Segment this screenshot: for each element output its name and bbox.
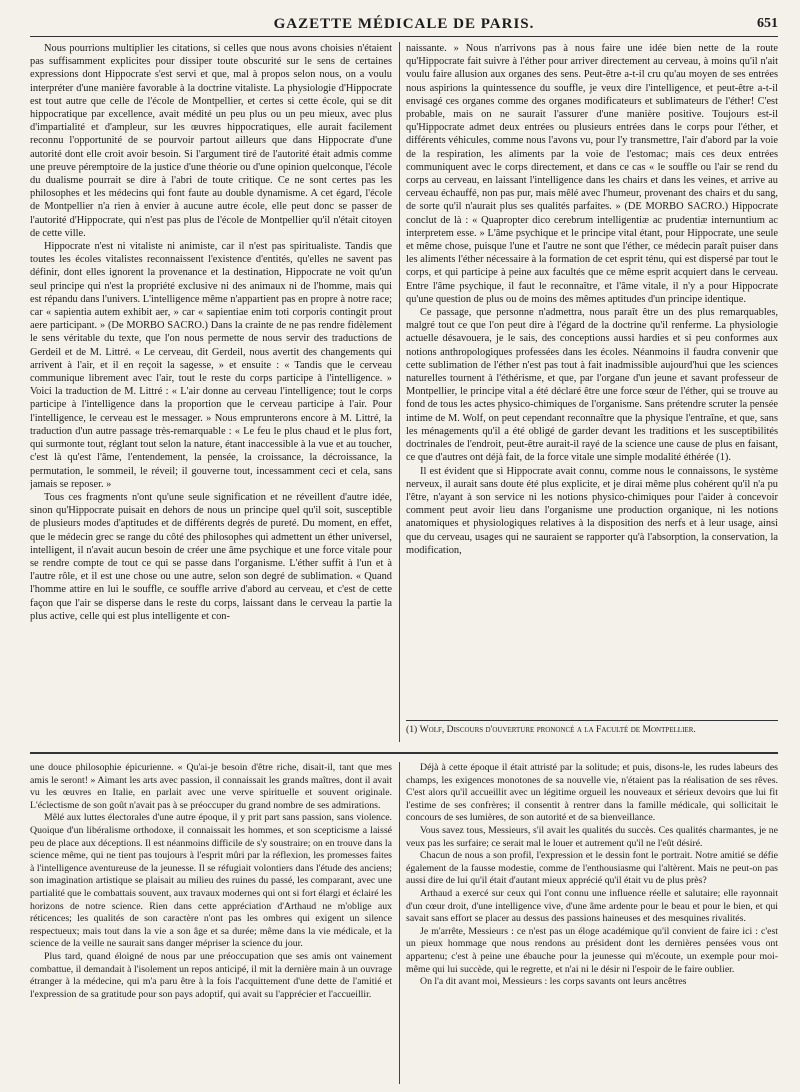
upper-right-column [406,42,778,717]
column-divider-lower [399,762,400,1084]
paragraph: Plus tard, quand éloigné de nous par une préoccupation que ses amis ont vainement combattue, il demandait à l'isolement un repos anticipé, il mit la dernière main à un ouvrage étranger à la médecine, qui m'a paru être à la fois l'acquittement d'une dette de l'amitié et l'expression de sa gratitude pour son pays adoptif, qui avait su l'apprécier et l'accueillir. [30,950,392,1000]
footnote [406,724,778,742]
lower-left-column [30,762,392,1084]
paragraph: Déjà à cette époque il était attristé par la solitude; et puis, disons-le, les rudes labeurs des champs, les exigences monotones de sa nouvelle vie, n'étaient pas la réalisation de ses rêves. C'est alors qu'il accueillit avec un légitime orgueil les nouveaux et sérieux devoirs que lui fit l'estime de ses confrères; il consentit à rentrer dans la famille médicale, qui sollicitait le concours de ses lumières, de son autorité et de sa bienveillance. [406,762,778,824]
column-divider-upper [399,42,400,742]
paragraph: Hippocrate n'est ni vitaliste ni animiste, car il n'est pas spiritualiste. Tandis que toutes les écoles vitalistes reconnaissent l'existence d'entités, qu'elles ne savent pas définir, dont elles ignorent la provenance et la destination, Hippocrate ne voit qu'un seul principe qui n'est la propriété exclusive ni des animaux ni de l'homme, mais qui est répandu dans l'univers. L'intelligence même n'appartient pas en propre à notre race; car « sapientia autem exhibit aer, » car « sapientiae enim toti corporis contingit prout aere participant. » (De MORBO SACRO.) Dans la crainte de ne pas rendre fidèlement le sens véritable du texte, que l'on nous permette de nous servir des traductions de Gerdeil et de M. Littré. « Le cerveau, dit Gerdeil, nous avertit des changements qui arrivent à l'air, et il en reçoit la sagesse, » et ensuite : « Tandis que le cerveau communique librement avec l'air, tout le reste du corps participe à l'intelligence. » Voici la traduction de M. Littré : « L'air donne au cerveau l'intelligence; tout le corps participe à l'intelligence dans la proportion que le cerveau participe à l'air. Pour l'intelligence, le cerveau est le messager. » Nous emprunterons encore à M. Littré, la traduction d'un autre passage très-remarquable : « Le feu le plus chaud et le plus fort, qui surmonte tout, réglant tout selon la nature, étant inaccessible à la vue et au toucher, c'est là qu'est l'âme, l'entendement, la pensée, la croissance, la décroissance, la permutation, le sommeil, le réveil; il gouverne tout, incessamment ceci et cela, sans jamais se reposer. » [30,241,392,490]
footnote-text: Wolf, Discours d'ouverture prononcé a la Faculté de Montpellier. [419,724,696,735]
footnote-marker: (1) [406,724,418,735]
page-header [30,14,778,37]
paragraph: Vous savez tous, Messieurs, s'il avait les qualités du succès. Ces qualités charmantes, je ne veux pas les surfaire; ce serait mal le louer et autrement qu'il ne l'eût désiré. [406,824,778,849]
journal-title: GAZETTE MÉDICALE DE PARIS. [273,16,535,32]
paragraph: Chacun de nous a son profil, l'expression et le dessin font le portrait. Notre amitié se défie également de la fausse modestie, comme de l'enthousiasme qui l'altèrent. Mais ne peut-on pas aussi dire de lui qu'il était d'autant mieux apprécié qu'il était vu de plus près? [406,850,778,887]
page-number: 651 [757,16,778,31]
paragraph: Arthaud a exercé sur ceux qui l'ont connu une influence réelle et salutaire; elle rayonnait d'un cœur droit, d'une intelligence vive, d'une âme ardente pour le beau et pour le bien, et qui savait sans effort se placer au dessus des passions haineuses et des mesquines rivalités. [406,887,778,925]
paragraph: Nous pourrions multiplier les citations, si celles que nous avons choisies n'étaient pas suffisamment explicites pour dissiper toute obscurité sur le sens de certaines expressions dont Hippocrate s'est servi et que, mal à propos selon nous, on a voulu interpréter d'une manière favorable à la doctrine vitaliste. La physiologie d'Hippocrate est tout autre que celle de l'école de Montpellier, et certes si cette école, qui se dit hippocratique par excellence, avait médité un peu plus ou un peu mieux, avec plus d'impartialité et d'ampleur, sur les œuvres hippocratiques, elle aurait facilement reconnu l'opportunité de se pourvoir partout ailleurs que dans Hippocrate d'une autorité dont elle croit avoir besoin. Si l'argument tiré de l'autorité était admis comme une preuve péremptoire de la justice d'une théorie ou d'une opinion quelconque, l'école du dualisme pourrait se dire à l'abri de toute critique. Ce ne sont certes pas les philosophes et les médecins qui font faute au double dynamisme. A cet égard, l'école de Montpellier n'a rien à envier à aucune autre école, elle peut donc se passer de l'autorité d'Hippocrate, qui n'est pas plus de l'école de Montpellier qu'il n'était citoyen de cette ville. [30,43,392,239]
paragraph: naissante. » Nous n'arrivons pas à nous faire une idée bien nette de la route qu'Hippocrate fait suivre à l'éther pour arriver directement au cerveau, à moins qu'il n'ait voulu faire allusion aux organes des sens. Peut-être a-t-il cru qu'au moyen de ses entrées nous aspirions la quintessence du souffle, je veux dire l'intelligence, et peut-être a-t-il envisagé ces organes comme des organes modificateurs et sublimateurs de l'éther! C'est probable, mais on ne saurait l'assurer d'une manière positive. Toujours est-il qu'Hippocrate admet deux entrées ou plusieurs entrées dans le corps pour l'éther, et différents véhicules, comme nous l'avons vu, pour l'y transmettre, l'air d'abord par la voie de la respiration, les aliments par la voie de l'estomac; mais ces deux entrées communiquent avec le corps directement, et dans ce cas « le souffle ou l'air se rend du corps au cerveau, en laissant l'intelligence dans les chairs et dans les veines, et arrive au cerveau échauffé, non pas pur, mais mêlé avec l'humeur, provenant des chairs et du sang, de sorte qu'il n'aurait plus ses qualités parfaites. » (DE MORBO SACRO.) Hippocrate conclut de là : « Quapropter dico cerebrum intelligentiæ ac prudentiæ internuntium ac interpretem esse. » L'âme psychique et le principe vital étant, pour Hippocrate, une seule et même chose, puisque l'une et l'autre ne sont que l'éther, ce médecin paraît puiser dans les aliments l'éther nécessaire à la formation de cet esprit ténu, qui est dispersé par tout le corps, et qui participe à peine aux facultés que ce même esprit acquiert dans le cerveau. Entre l'âme psychique, il faut le reconnaître, et l'âme vitale, il n'y a pour Hippocrate qu'une question de plus ou de moins des mêmes aptitudes d'un principe identique. [406,43,778,305]
paragraph: Il est évident que si Hippocrate avait connu, comme nous le connaissons, le système nerveux, il aurait sans doute été plus explicite, et je dirai même plus cohérent qu'il n'a pu l'être, n'ayant à son service ni les notions physico-chimiques pour l'aider à concevoir comment peut avoir lieu dans l'organisme une production organique, ni les notions anatomiques et physiologiques relatives à la disposition des nerfs et à leur usage, ainsi que du cerveau, usages qui ne sauraient se rapporter qu'à l'absorption, la conservation, la modification, [406,465,778,556]
paragraph: On l'a dit avant moi, Messieurs : les corps savants ont leurs ancêtres [420,976,687,988]
paragraph: une douce philosophie épicurienne. « Qu'ai-je besoin d'être riche, disait-il, tant que mes amis le seront! » Aimant les arts avec passion, il connaissait les grands maîtres, dont il avait vu les œuvres en Italie, en parlait avec une verve spirituelle et souvent originale. L'éclectisme de son goût n'avait pas à se préoccuper du grand nombre de ses admirations. [30,762,392,811]
paragraph: Tous ces fragments n'ont qu'une seule signification et ne réveillent d'autre idée, sinon qu'Hippocrate puisait en dehors de nous un principe quel qu'il soit, susceptible de plusieurs modes d'aptitudes et de différents degrés de pureté. Du moment, en effet, que le médecin grec se range du côté des philosophes qui admettent un éther universel, intelligent, il n'avait aucun besoin de créer une âme psychique et une force vitale pour se rendre compte de tout ce qui se passe dans l'organisme. L'éther suffit à l'un et à l'autre rôle, et il est une chose ou une autre, selon son degré de sublimation. « Quand l'homme attire en lui le souffle, ce souffle arrive d'abord au cerveau, et c'est de cette façon que l'air se disperse dans le reste du corps, laissant dans le cerveau la partie la plus active, celle qui est plus intelligente et con- [30,491,392,622]
footnote-rule [406,720,778,721]
paragraph: Mêlé aux luttes électorales d'une autre époque, il y prit part sans passion, sans violence. Quoique d'un libéralisme orthodoxe, il connaissait les hommes, et son scepticisme a laissé peu de place aux déceptions. Il est néanmoins difficile de s'y soustraire; on en trouve dans la science même, qui ne tient pas toujours à l'esprit mûri par la réflexion, les promesses faites à l'intelligence aventureuse de la jeunesse. Il se réfugiait volontiers dans l'étude des anciens; son imagination artistique se plaisait au milieu des ruines du passé, les comparant, avec une partialité que le combattais souvent, aux travaux modernes qui ont si fort élargi et éclairé les horizons de notre science. Rien dans cette appréciation d'Arthaud ne m'oblige aux réticences; les qualités de son caractère n'ont pas les ombres qui exigent un silence respectueux; mais tout dans la vie a son âge et sa durée; même dans la vie médicale, et la science de la veille ne saurait sans danger mépriser la science du jour. [30,812,392,950]
upper-left-column [30,42,392,740]
paragraph: Ce passage, que personne n'admettra, nous paraît être un des plus remarquables, malgré tout ce que l'on peut dire à l'égard de la doctrine qu'il renferme. La physiologie actuelle désavouera, je le sais, des conceptions aussi hardies et si peu conformes aux notions anthropologiques professées dans les écoles. Néanmoins il faudra convenir que cette sublimation de l'éther n'est pas tout à fait inadmissible aujourd'hui que les sciences naturelles tournent à l'éthérisme, et que, par l'organe d'un jeune et savant professeur de Montpellier, le principe vital a été déclaré être une force sœur de l'éther, qui se trouve au fond de tous les actes physico-chimiques de l'organisme. Sans prétendre scruter la pensée intime de M. Wolf, on peut cependant reconnaître que la physique l'entraîne, et que, sans les ménagements qu'il a été obligé de garder devant les traditions et les susceptibilités doctrinales de l'endroit, peut-être aurait-il rayé de la science une cause de plus en faisant, ce que d'autres ont déjà fait, de la force vitale une simple modalité éthérée (1). [406,307,778,464]
lower-right-column [406,762,778,1084]
section-divider [30,752,778,754]
paragraph: Je m'arrête, Messieurs : ce n'est pas un éloge académique qu'il convient de faire ici : c'est un pieux hommage que nous rendons au président dont les dernières pensées vous ont appartenu; c'est à peine une ébauche pour la jeunesse qui m'écoute, un exemple pour moi-même qui lui succède, qui le regrette, et n'ai ni le désir ni l'espoir de le faire oublier. [406,925,778,975]
